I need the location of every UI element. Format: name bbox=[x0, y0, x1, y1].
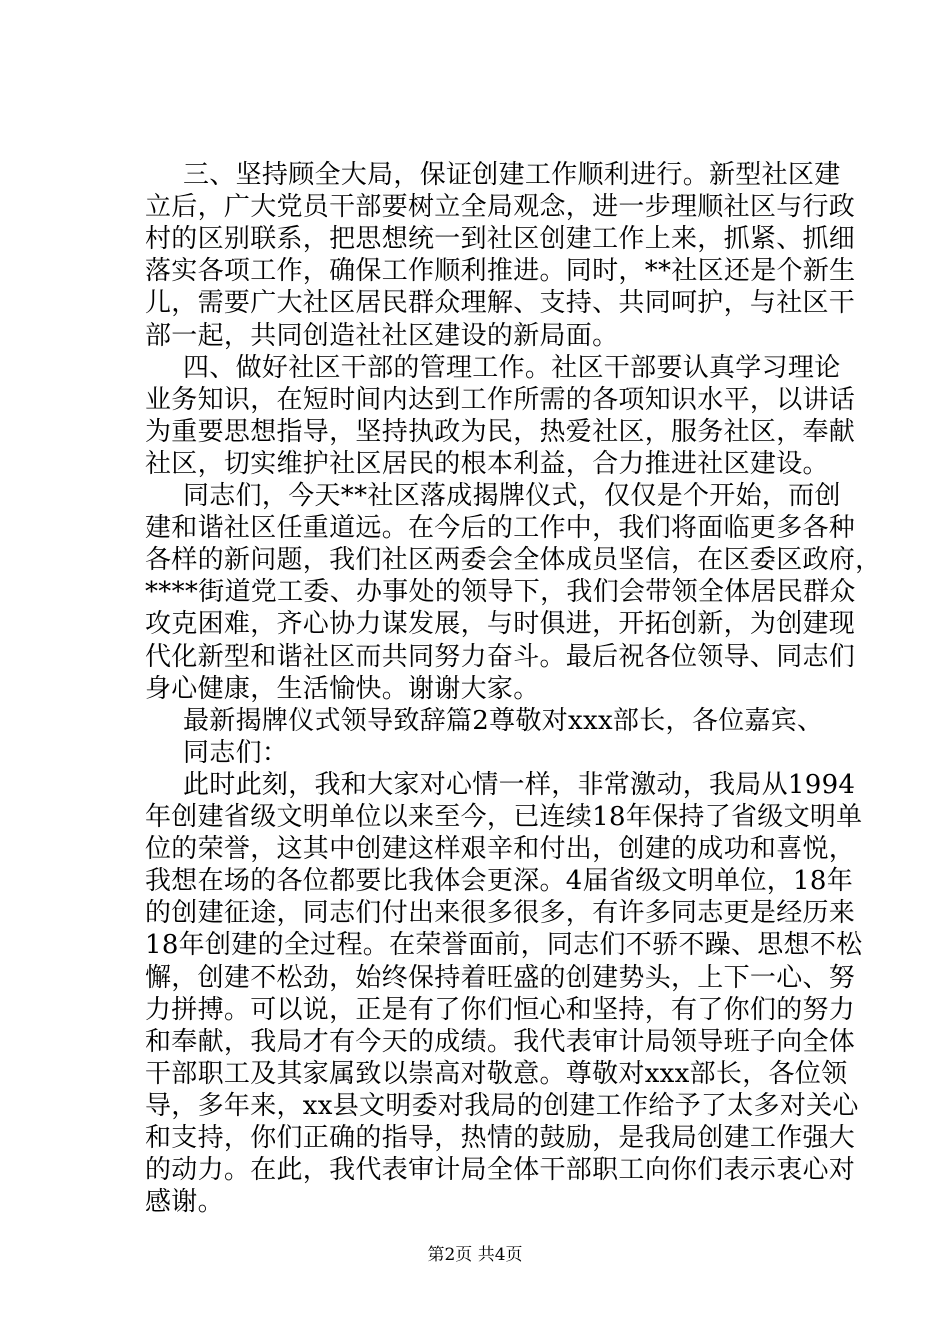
text-line: 社区，切实维护社区居民的根本利益，合力推进社区建设。 bbox=[145, 449, 829, 479]
text-line: 感谢。 bbox=[145, 1187, 224, 1217]
text-line: 位的荣誉，这其中创建这样艰辛和付出，创建的成功和喜悦， bbox=[145, 834, 856, 864]
text-line: 村的区别联系，把思想统一到社区创建工作上来，抓紧、抓细 bbox=[145, 224, 856, 254]
page-footer: 第2页 共4页 bbox=[427, 1245, 523, 1265]
text-line: 懈，创建不松劲，始终保持着旺盛的创建势头，上下一心、努 bbox=[145, 963, 856, 993]
text-line: ****街道党工委、办事处的领导下，我们会带领全体居民群众 bbox=[145, 577, 856, 607]
text-line: 建和谐社区任重道远。在今后的工作中，我们将面临更多各种 bbox=[145, 513, 856, 543]
text-line: 各样的新问题，我们社区两委会全体成员坚信，在区委区政府， bbox=[145, 545, 882, 575]
text-line: 攻克困难，齐心协力谋发展，与时俱进，开拓创新，为创建现 bbox=[145, 609, 856, 639]
text-line: 同志们，今天**社区落成揭牌仪式，仅仅是个开始，而创 bbox=[183, 481, 841, 511]
text-line: 和支持，你们正确的指导，热情的鼓励，是我局创建工作强大 bbox=[145, 1123, 856, 1153]
text-line: 此时此刻，我和大家对心情一样，非常激动，我局从1994 bbox=[183, 770, 856, 800]
text-line: 力拼搏。可以说，正是有了你们恒心和坚持，有了你们的努力 bbox=[145, 995, 856, 1025]
text-line: 我想在场的各位都要比我体会更深。4届省级文明单位，18年 bbox=[145, 866, 854, 896]
text-line: 四、做好社区干部的管理工作。社区干部要认真学习理论 bbox=[183, 353, 841, 383]
text-line: 三、坚持顾全大局，保证创建工作顺利进行。新型社区建 bbox=[183, 160, 841, 190]
text-line: 干部职工及其家属致以崇高对敬意。尊敬对xxx部长，各位领 bbox=[145, 1059, 848, 1089]
text-line: 最新揭牌仪式领导致辞篇2尊敬对xxx部长，各位嘉宾、 bbox=[183, 706, 824, 736]
text-line: 儿，需要广大社区居民群众理解、支持、共同呵护，与社区干 bbox=[145, 288, 856, 318]
text-line: 部一起，共同创造社社区建设的新局面。 bbox=[145, 321, 619, 351]
text-line: 身心健康，生活愉快。谢谢大家。 bbox=[145, 674, 540, 704]
text-line: 代化新型和谐社区而共同努力奋斗。最后祝各位领导、同志们 bbox=[145, 642, 856, 672]
text-line: 的动力。在此，我代表审计局全体干部职工向你们表示衷心对 bbox=[145, 1155, 856, 1185]
text-line: 同志们： bbox=[183, 738, 289, 768]
text-line: 导，多年来，xx县文明委对我局的创建工作给予了太多对关心 bbox=[145, 1091, 859, 1121]
text-line: 为重要思想指导，坚持执政为民，热爱社区，服务社区，奉献 bbox=[145, 417, 856, 447]
text-line: 落实各项工作，确保工作顺利推进。同时，**社区还是个新生 bbox=[145, 256, 856, 286]
text-line: 年创建省级文明单位以来至今，已连续18年保持了省级文明单 bbox=[145, 802, 863, 832]
text-line: 业务知识，在短时间内达到工作所需的各项知识水平，以讲话 bbox=[145, 385, 856, 415]
text-line: 立后，广大党员干部要树立全局观念，进一步理顺社区与行政 bbox=[145, 192, 856, 222]
text-line: 的创建征途，同志们付出来很多很多，有许多同志更是经历来 bbox=[145, 898, 856, 928]
text-line: 18年创建的全过程。在荣誉面前，同志们不骄不躁、思想不松 bbox=[145, 930, 863, 960]
text-line: 和奉献，我局才有今天的成绩。我代表审计局领导班子向全体 bbox=[145, 1027, 856, 1057]
